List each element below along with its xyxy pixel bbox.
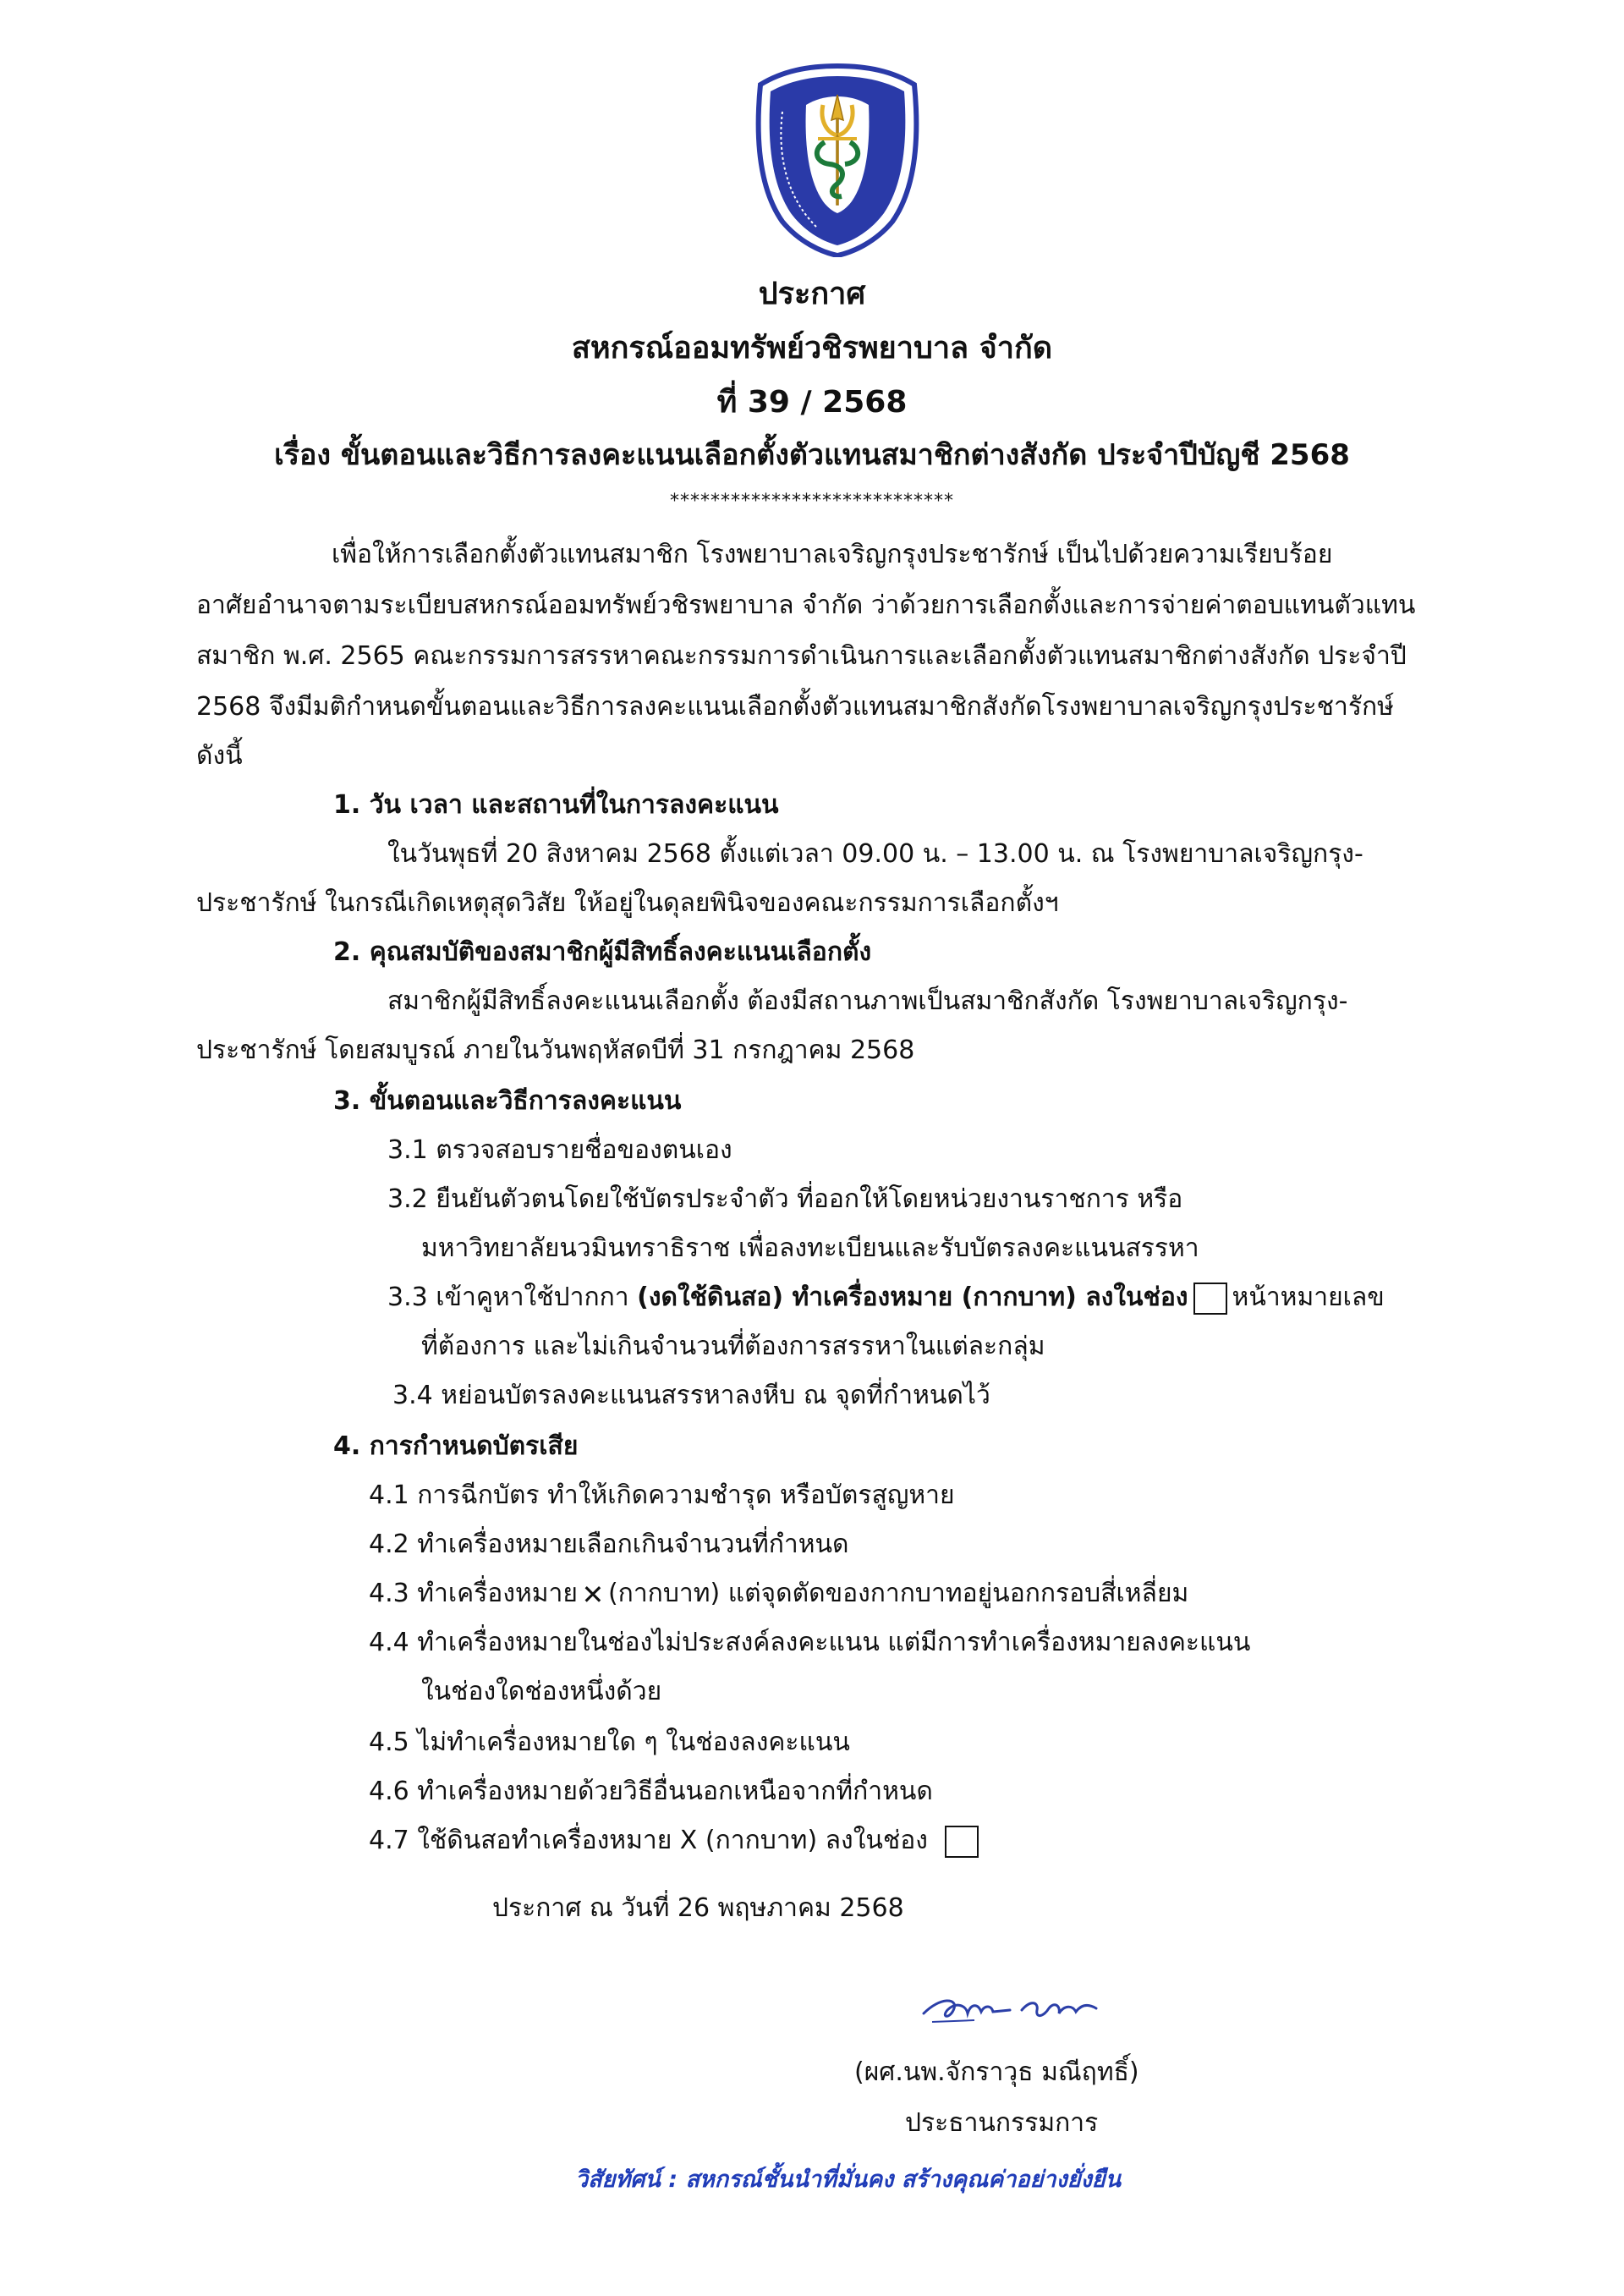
separator-line: **************************** — [670, 491, 954, 512]
organization-name: สหกรณ์ออมทรัพย์วชิรพยาบาล จำกัด — [571, 331, 1053, 365]
section-3-item: 3.4 หย่อนบัตรลงคะแนนสรรหาลงหีบ ณ จุดที่กำหนดไว้ — [392, 1381, 990, 1410]
section-2-heading: 2. คุณสมบัติของสมาชิกผู้มีสิทธิ์ลงคะแนนเลือกตั้ง — [333, 937, 872, 967]
section-1-line: ในวันพุธที่ 20 สิงหาคม 2568 ตั้งแต่เวลา 09.00 น. – 13.00 น. ณ โรงพยาบาลเจริญกรุง- — [387, 839, 1363, 869]
intro-line: อาศัยอำนาจตามระเบียบสหกรณ์ออมทรัพย์วชิรพยาบาล จำกัด ว่าด้วยการเลือกตั้งและการจ่ายค่าตอบแทนตัวแทน — [196, 590, 1416, 620]
item-3-3-text: 3.3 เข้าคูหาใช้ปากกา — [387, 1283, 638, 1312]
section-3-item: 3.1 ตรวจสอบรายชื่อของตนเอง — [387, 1135, 732, 1165]
section-2-line: สมาชิกผู้มีสิทธิ์ลงคะแนนเลือกตั้ง ต้องมีสถานภาพเป็นสมาชิกสังกัด โรงพยาบาลเจริญกรุง- — [387, 986, 1348, 1016]
intro-line: 2568 จึงมีมติกำหนดขั้นตอนและวิธีการลงคะแนนเลือกตั้งตัวแทนสมาชิกสังกัดโรงพยาบาลเจริญกรุงประชารักษ์ — [196, 692, 1394, 722]
intro-line: สมาชิก พ.ศ. 2565 คณะกรรมการสรรหาคณะกรรมการดำเนินการและเลือกตั้งตัวแทนสมาชิกต่างสังกัด ประจำปี — [196, 641, 1407, 671]
checkbox-square-icon — [945, 1826, 979, 1858]
item-3-3-bold-text: (งดใช้ดินสอ) ทำเครื่องหมาย (กากบาท) ลงในช่อง — [637, 1283, 1188, 1312]
section-1-heading: 1. วัน เวลา และสถานที่ในการลงคะแนน — [333, 790, 779, 820]
item-3-3-text-end: หน้าหมายเลข — [1232, 1283, 1385, 1312]
section-4-item-continued: ในช่องใดช่องหนึ่งด้วย — [421, 1677, 662, 1706]
section-4-item: 4.4 ทำเครื่องหมายในช่องไม่ประสงค์ลงคะแนน แต่มีการทำเครื่องหมายลงคะแนน — [369, 1628, 1251, 1657]
section-4-item: 4.1 การฉีกบัตร ทำให้เกิดความชำรุด หรือบัตรสูญหาย — [369, 1480, 955, 1510]
signer-name: (ผศ.นพ.จักราวุธ มณีฤทธิ์) — [854, 2057, 1139, 2087]
section-1-line: ประชารักษ์ ในกรณีเกิดเหตุสุดวิสัย ให้อยู่ในดุลยพินิจของคณะกรรมการเลือกตั้งฯ — [196, 888, 1059, 918]
section-4-item — [369, 1824, 984, 1858]
section-3-item — [387, 1281, 1385, 1315]
section-3-item-continued: ที่ต้องการ และไม่เกินจำนวนที่ต้องการสรรหาในแต่ละกลุ่ม — [421, 1332, 1045, 1361]
vision-statement: วิสัยทัศน์ : สหกรณ์ชั้นนำที่มั่นคง สร้างคุณค่าอย่างยั่งยืน — [575, 2167, 1122, 2193]
section-3-item-continued: มหาวิทยาลัยนวมินทราธิราช เพื่อลงทะเบียนและรับบัตรลงคะแนนสรรหา — [421, 1233, 1199, 1263]
signature-image — [915, 1980, 1127, 2039]
section-4-item: 4.5 ไม่ทำเครื่องหมายใด ๆ ในช่องลงคะแนน — [369, 1727, 850, 1757]
cooperative-logo — [749, 61, 926, 257]
section-4-item: 4.6 ทำเครื่องหมายด้วยวิธีอื่นนอกเหนือจากที่กำหนด — [369, 1777, 933, 1806]
intro-line: ดังนี้ — [196, 741, 243, 771]
section-4-item — [369, 1577, 1188, 1612]
section-3-item: 3.2 ยืนยันตัวตนโดยใช้บัตรประจำตัว ที่ออกให้โดยหน่วยงานราชการ หรือ — [387, 1184, 1183, 1214]
announcement-date: ประกาศ ณ วันที่ 26 พฤษภาคม 2568 — [492, 1893, 904, 1923]
item-4-3-text: 4.3 ทำเครื่องหมาย — [369, 1579, 578, 1608]
item-4-7-text: 4.7 ใช้ดินสอทำเครื่องหมาย X (กากบาท) ลงในช่อง — [369, 1826, 928, 1855]
announcement-title: ประกาศ — [758, 277, 866, 311]
intro-line: เพื่อให้การเลือกตั้งตัวแทนสมาชิก โรงพยาบาลเจริญกรุงประชารักษ์ เป็นไปด้วยความเรียบร้อย — [332, 540, 1333, 569]
signer-title: ประธานกรรมการ — [905, 2108, 1099, 2138]
section-4-heading: 4. การกำหนดบัตรเสีย — [333, 1431, 579, 1461]
section-2-line: ประชารักษ์ โดยสมบูรณ์ ภายในวันพฤหัสดบีที่ 31 กรกฎาคม 2568 — [196, 1035, 915, 1065]
x-mark-icon: ✕ — [581, 1578, 605, 1611]
item-4-3-text-end: (กากบาท) แต่จุดตัดของกากบาทอยู่นอกกรอบสี่เหลี่ยม — [607, 1579, 1189, 1608]
announcement-number: ที่ 39 / 2568 — [716, 385, 908, 420]
section-3-heading: 3. ขั้นตอนและวิธีการลงคะแนน — [333, 1086, 682, 1116]
announcement-subject: เรื่อง ขั้นตอนและวิธีการลงคะแนนเลือกตั้งตัวแทนสมาชิกต่างสังกัด ประจำปีบัญชี 2568 — [274, 438, 1350, 472]
checkbox-square-icon — [1193, 1283, 1227, 1315]
section-4-item: 4.2 ทำเครื่องหมายเลือกเกินจำนวนที่กำหนด — [369, 1530, 849, 1559]
